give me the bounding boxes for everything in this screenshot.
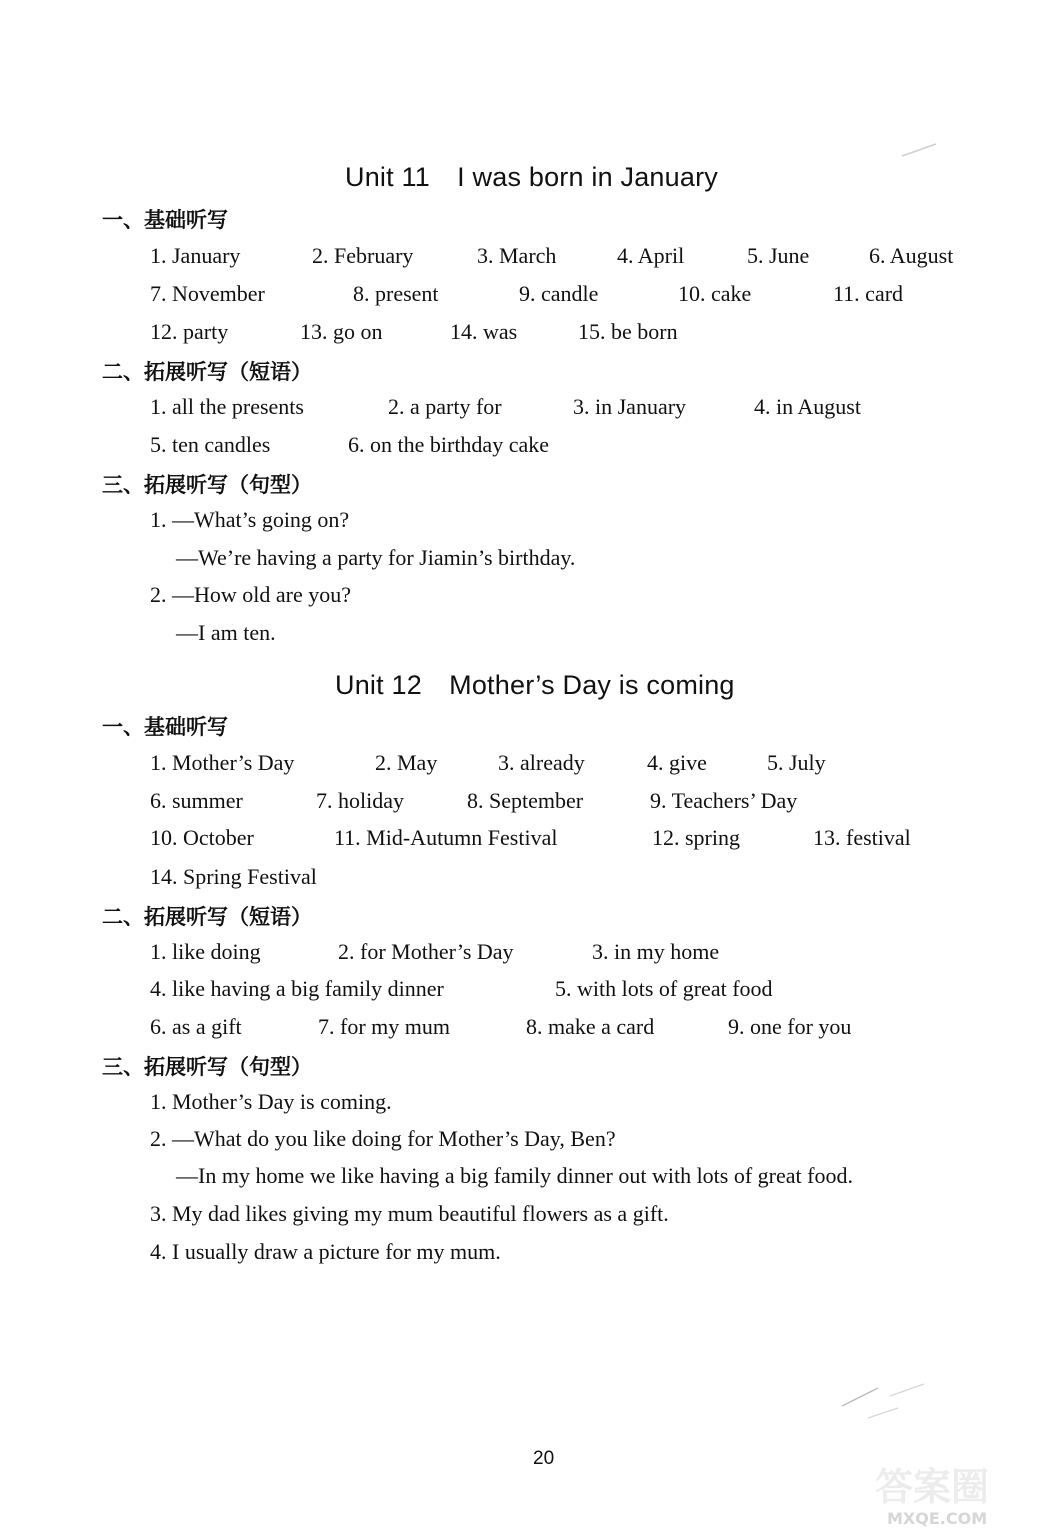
u11-s1-item: 8. present bbox=[353, 281, 439, 306]
u12-s2-item: 8. make a card bbox=[526, 1014, 655, 1039]
unit-11-section-2-heading: 二、拓展听写（短语） bbox=[102, 360, 312, 384]
u12-s3-line: 3. My dad likes giving my mum beautiful flowers as a gift. bbox=[150, 1201, 669, 1226]
u12-s1-item: 1. Mother’s Day bbox=[150, 750, 295, 775]
u12-s1-item: 11. Mid-Autumn Festival bbox=[334, 825, 558, 850]
u12-s1-item: 2. May bbox=[375, 750, 438, 775]
u12-s1-item: 9. Teachers’ Day bbox=[650, 788, 798, 813]
u11-s1-item: 6. August bbox=[869, 243, 954, 268]
u12-s1-item: 7. holiday bbox=[316, 788, 404, 813]
unit-12-section-3-heading: 三、拓展听写（句型） bbox=[102, 1055, 312, 1079]
u12-s1-item: 13. festival bbox=[813, 825, 911, 850]
scan-mark-top bbox=[900, 140, 940, 160]
u11-s2-item: 2. a party for bbox=[388, 394, 502, 419]
page-number: 20 bbox=[533, 1448, 555, 1469]
u12-s3-line: —In my home we like having a big family dinner out with lots of great food. bbox=[176, 1163, 853, 1188]
u12-s2-item: 4. like having a big family dinner bbox=[150, 976, 444, 1001]
unit-12-section-2-heading: 二、拓展听写（短语） bbox=[102, 905, 312, 929]
unit-11-title: Unit 11 I was born in January bbox=[345, 162, 718, 192]
u11-s2-item: 4. in August bbox=[754, 394, 861, 419]
u12-s1-item: 10. October bbox=[150, 825, 254, 850]
u11-s3-line: —I am ten. bbox=[176, 620, 276, 645]
u11-s1-item: 15. be born bbox=[578, 319, 678, 344]
u12-s1-item: 5. July bbox=[767, 750, 826, 775]
watermark-logo bbox=[865, 1460, 1030, 1530]
u12-s2-item: 2. for Mother’s Day bbox=[338, 939, 514, 964]
u11-s3-line: —We’re having a party for Jiamin’s birthday. bbox=[176, 545, 576, 570]
u11-s2-item: 5. ten candles bbox=[150, 432, 271, 457]
u11-s1-item: 1. January bbox=[150, 243, 241, 268]
u11-s1-item: 4. April bbox=[617, 243, 685, 268]
svg-text:MXQE.COM: MXQE.COM bbox=[887, 1509, 988, 1528]
u11-s2-item: 3. in January bbox=[573, 394, 687, 419]
u11-s3-line: 2. —How old are you? bbox=[150, 582, 352, 607]
u12-s1-item: 8. September bbox=[467, 788, 584, 813]
unit-12-title: Unit 12 Mother’s Day is coming bbox=[335, 670, 735, 700]
u11-s1-item: 3. March bbox=[477, 243, 557, 268]
u12-s2-item: 6. as a gift bbox=[150, 1014, 242, 1039]
u11-s1-item: 13. go on bbox=[300, 319, 383, 344]
u12-s1-item: 12. spring bbox=[652, 825, 740, 850]
svg-text:答案圈: 答案圈 bbox=[875, 1465, 990, 1509]
unit-11-section-1-heading: 一、基础听写 bbox=[102, 208, 228, 232]
u12-s1-item: 4. give bbox=[647, 750, 707, 775]
u12-s2-item: 9. one for you bbox=[728, 1014, 852, 1039]
u12-s3-line: 1. Mother’s Day is coming. bbox=[150, 1089, 392, 1114]
u11-s1-item: 12. party bbox=[150, 319, 229, 344]
u12-s1-item: 6. summer bbox=[150, 788, 243, 813]
u12-s2-item: 3. in my home bbox=[592, 939, 720, 964]
unit-11-section-3-heading: 三、拓展听写（句型） bbox=[102, 473, 312, 497]
u12-s3-line: 4. I usually draw a picture for my mum. bbox=[150, 1239, 501, 1264]
u11-s2-item: 1. all the presents bbox=[150, 394, 304, 419]
scan-mark-bottom bbox=[838, 1378, 928, 1428]
u11-s3-line: 1. —What’s going on? bbox=[150, 507, 350, 532]
u12-s2-item: 1. like doing bbox=[150, 939, 261, 964]
u11-s1-item: 14. was bbox=[450, 319, 518, 344]
u11-s1-item: 10. cake bbox=[678, 281, 752, 306]
u11-s1-item: 11. card bbox=[833, 281, 904, 306]
u12-s2-item: 7. for my mum bbox=[318, 1014, 450, 1039]
u12-s1-item: 3. already bbox=[498, 750, 585, 775]
u11-s1-item: 9. candle bbox=[519, 281, 599, 306]
u11-s1-item: 5. June bbox=[747, 243, 810, 268]
u11-s1-item: 7. November bbox=[150, 281, 265, 306]
unit-12-section-1-heading: 一、基础听写 bbox=[102, 715, 228, 739]
u12-s2-item: 5. with lots of great food bbox=[555, 976, 773, 1001]
u12-s1-item: 14. Spring Festival bbox=[150, 864, 317, 889]
u11-s1-item: 2. February bbox=[312, 243, 414, 268]
u12-s3-line: 2. —What do you like doing for Mother’s Day, Ben? bbox=[150, 1126, 616, 1151]
u11-s2-item: 6. on the birthday cake bbox=[348, 432, 549, 457]
